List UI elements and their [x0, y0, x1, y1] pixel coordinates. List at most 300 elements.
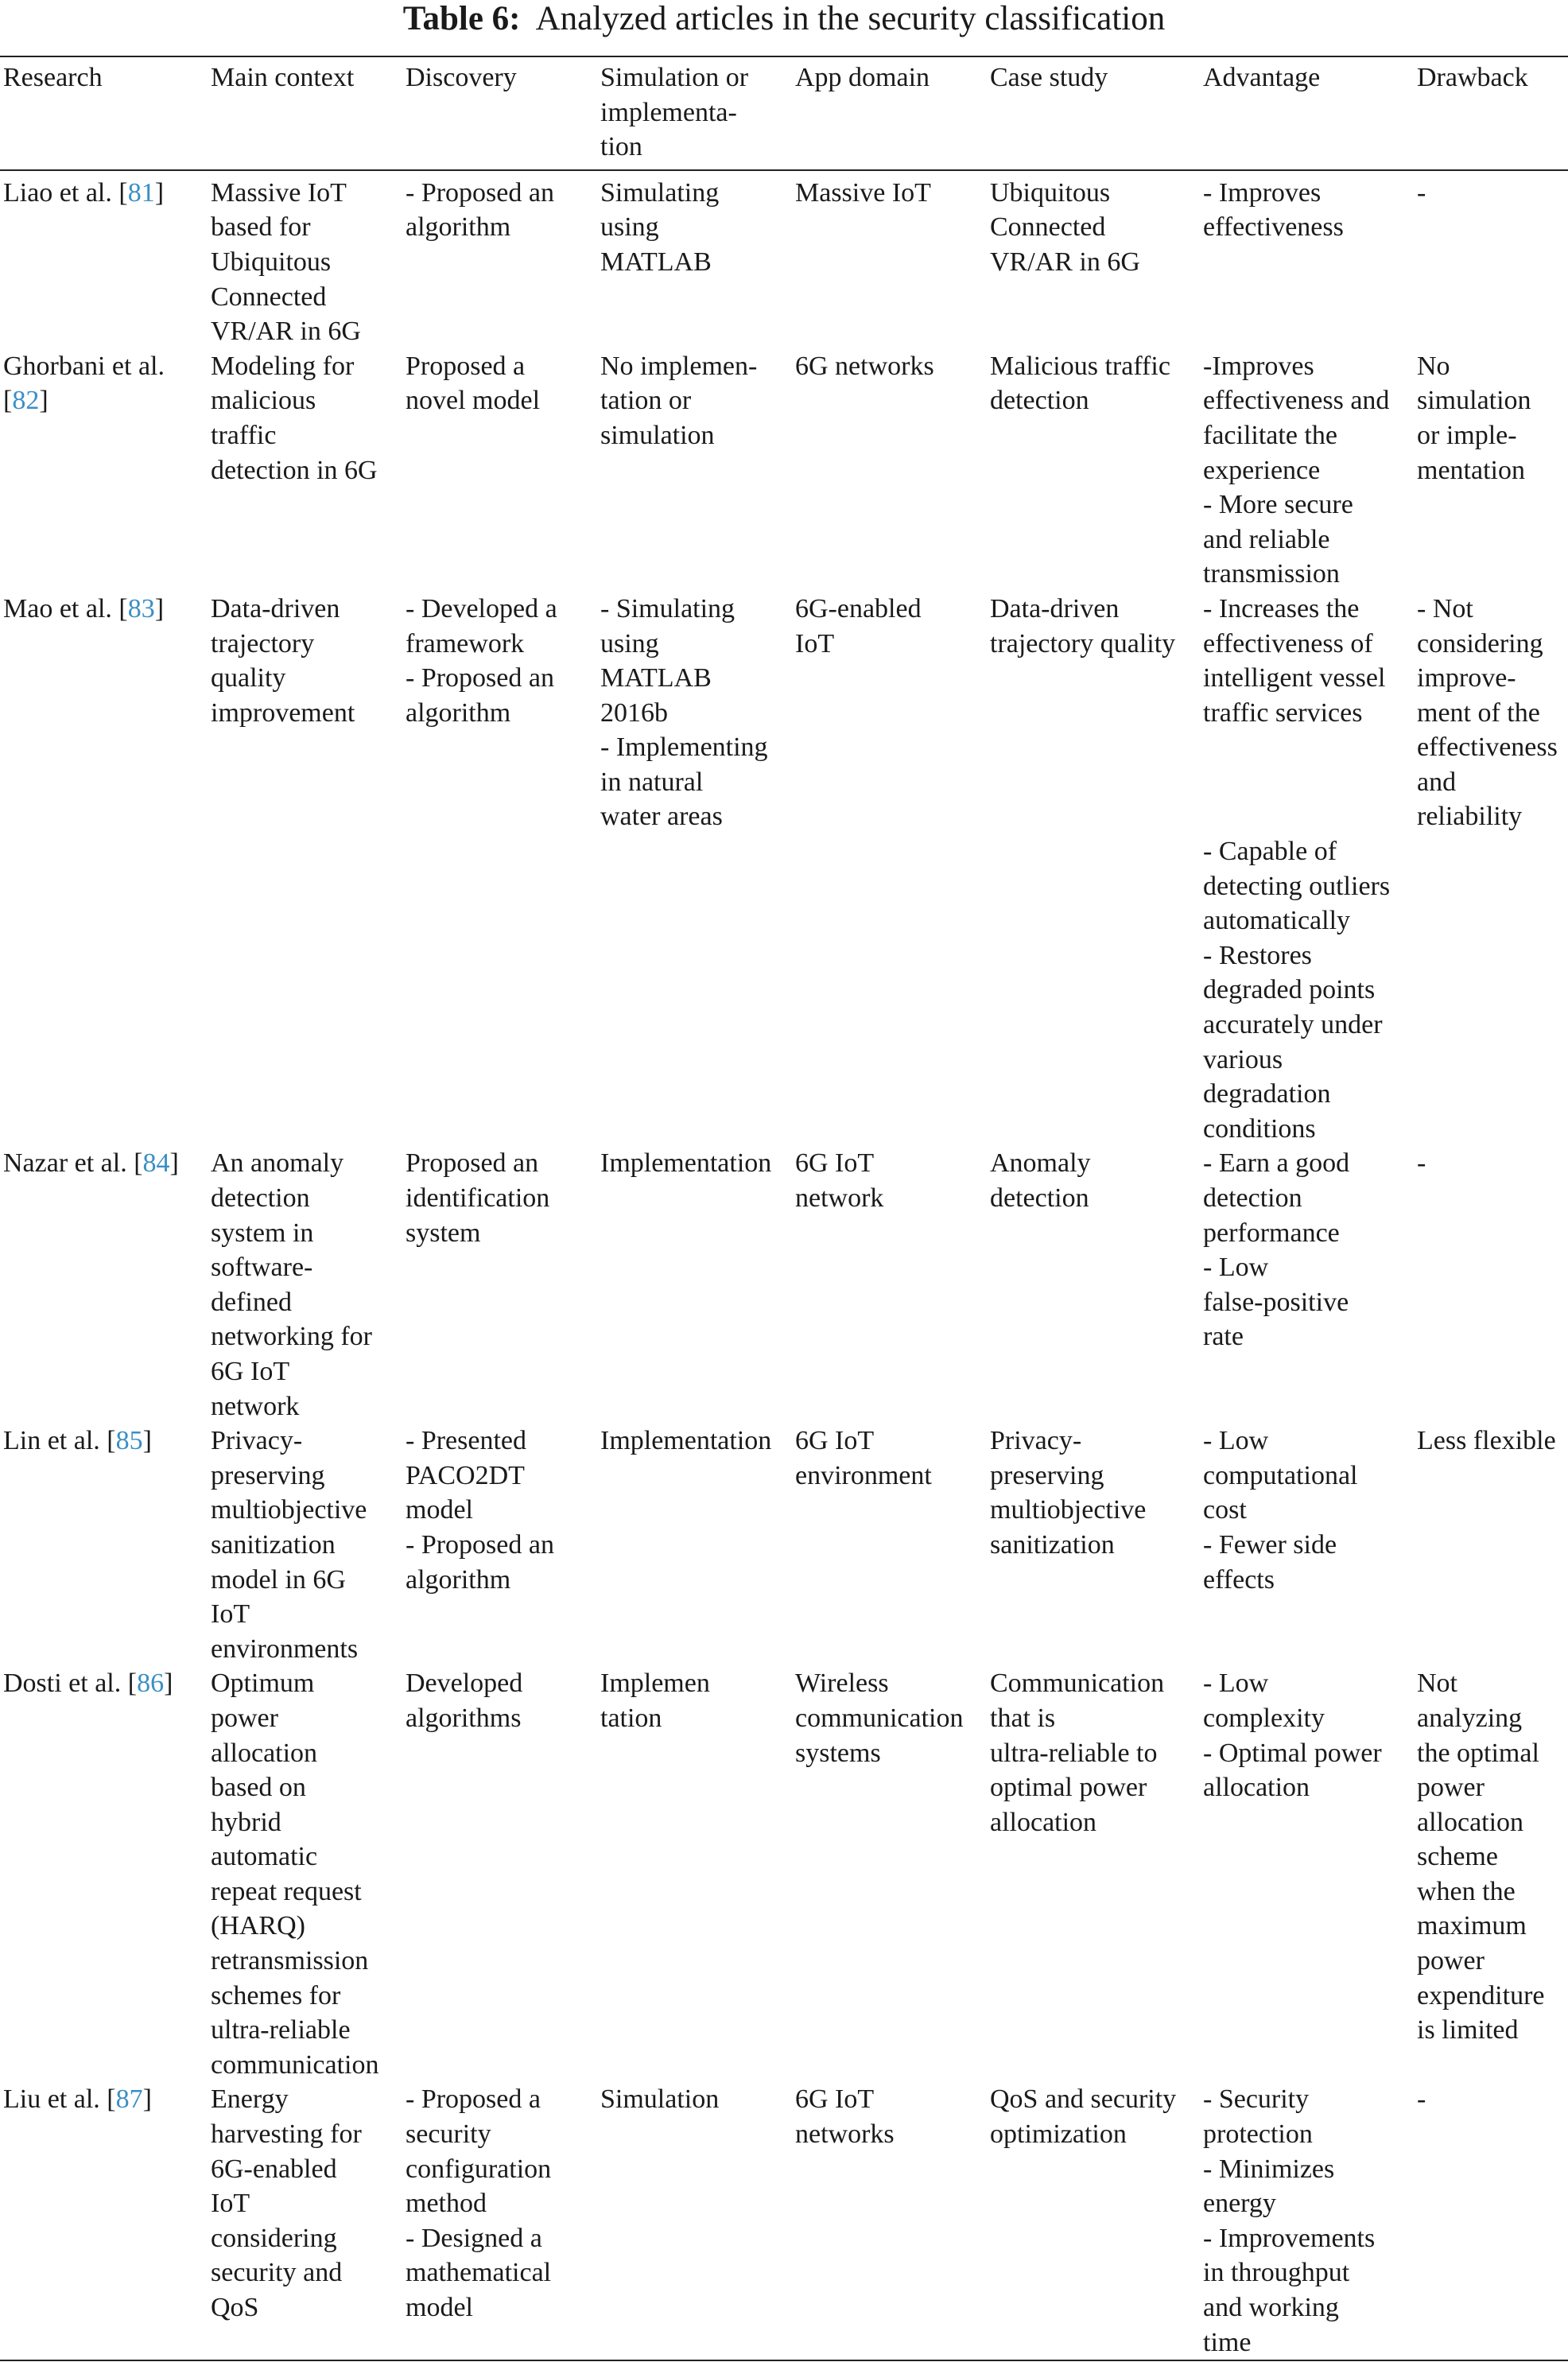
- cell-line: systems: [795, 1738, 881, 1768]
- cell-line: Less flexible: [1417, 1426, 1556, 1456]
- cell-line: degraded points: [1203, 975, 1376, 1005]
- citation-link[interactable]: 83: [127, 593, 155, 624]
- cell-line: Advantage: [1203, 63, 1321, 92]
- citation-link[interactable]: 86: [137, 1669, 165, 1699]
- cell-app-domain: [792, 349, 987, 592]
- table-caption: [0, 0, 1568, 38]
- cell-line: configuration: [406, 2154, 552, 2184]
- cell-research: [0, 2082, 208, 2360]
- cell-line: environment: [795, 1460, 932, 1490]
- cell-line: scheme: [1417, 1842, 1498, 1872]
- cell-line: - Minimizes: [1203, 2154, 1335, 2184]
- cell-line: retransmission: [211, 1946, 369, 1976]
- cell-line: degradation: [1203, 1079, 1331, 1109]
- cell-research: [0, 592, 208, 1147]
- cell-line: Energy: [211, 2084, 289, 2115]
- author-name: Liao et al. [: [3, 177, 128, 208]
- cell-line: energy: [1203, 2189, 1276, 2219]
- cell-line: considering: [1417, 628, 1543, 658]
- cell-line: that is: [990, 1703, 1056, 1733]
- cell-line: when the: [1417, 1876, 1516, 1906]
- cell-case-study: [987, 1424, 1200, 1666]
- cell-line: preserving: [211, 1460, 325, 1490]
- cell-line: algorithm: [406, 697, 511, 728]
- cell-line: effectiveness: [1417, 732, 1558, 763]
- cell-line: simulation: [600, 420, 715, 450]
- cell-line: simulation: [1417, 386, 1531, 416]
- cell-line: based for: [211, 212, 311, 243]
- cell-case-study: [987, 1666, 1200, 2082]
- table-body: [0, 170, 1568, 2360]
- cell-line: communication: [795, 1703, 964, 1733]
- cell-line: trajectory quality: [990, 628, 1176, 658]
- cell-line: sanitization: [211, 1529, 336, 1560]
- cell-line: tion: [600, 132, 642, 162]
- cell-line: time: [1203, 2327, 1252, 2357]
- cell-line: -: [1417, 177, 1426, 208]
- cell-line: Connected: [211, 282, 327, 312]
- cell-line: Not: [1417, 1669, 1457, 1699]
- cell-line: network: [211, 1391, 300, 1421]
- header-main-context: [208, 56, 402, 170]
- cell-line: tation: [600, 1703, 662, 1733]
- cell-discovery: [402, 1146, 597, 1424]
- cell-line: detection in 6G: [211, 455, 378, 485]
- cell-discovery: [402, 1424, 597, 1666]
- cell-simulation-or-implementation: [597, 1424, 792, 1666]
- cell-main-context: [208, 2082, 402, 2360]
- cell-line: Modeling for: [211, 351, 355, 381]
- author-name: Mao et al. [: [3, 593, 128, 624]
- cell-line: mathematical: [406, 2258, 552, 2288]
- cell-line: traffic: [211, 420, 277, 450]
- cell-line: An anomaly: [211, 1148, 344, 1179]
- cell-app-domain: [792, 170, 987, 349]
- cell-line: networks: [795, 2119, 895, 2150]
- cell-line: - More secure: [1203, 490, 1353, 520]
- cell-advantage: [1200, 1146, 1414, 1424]
- cell-line: - Increases the: [1203, 593, 1360, 624]
- cell-drawback: [1414, 1146, 1568, 1424]
- cell-line: Ubiquitous: [211, 247, 332, 277]
- cell-line: automatic: [211, 1842, 318, 1872]
- research-line: [3, 2082, 208, 2117]
- cell-line: Massive IoT: [795, 177, 931, 208]
- cell-line: framework: [406, 628, 525, 658]
- header-advantage: [1200, 56, 1414, 170]
- author-name: Ghorbani et al.: [3, 351, 165, 381]
- cell-line: - Optimal power: [1203, 1738, 1382, 1768]
- header-simulation-or-implementation: [597, 56, 792, 170]
- citation-close: ]: [154, 593, 165, 624]
- cell-line: Massive IoT: [211, 177, 347, 208]
- cell-line: - Developed a: [406, 593, 557, 624]
- cell-line: effectiveness: [1203, 212, 1344, 243]
- cell-line: - Improvements: [1203, 2223, 1376, 2253]
- cell-app-domain: [792, 1424, 987, 1666]
- cell-line: cost: [1203, 1495, 1247, 1525]
- cell-line: Data-driven: [211, 593, 340, 624]
- cell-line: - Designed a: [406, 2223, 542, 2253]
- cell-case-study: [987, 170, 1200, 349]
- table-row: [0, 2082, 1568, 2360]
- cell-advantage: [1200, 170, 1414, 349]
- cell-line: intelligent vessel: [1203, 663, 1386, 693]
- research-line: [3, 176, 208, 211]
- cell-line: (HARQ): [211, 1911, 305, 1941]
- cell-line: trajectory: [211, 628, 315, 658]
- cell-drawback: [1414, 1666, 1568, 2082]
- cell-line: - Improves: [1203, 177, 1322, 208]
- cell-line: transmission: [1203, 559, 1340, 589]
- cell-line: Implementation: [600, 1426, 772, 1456]
- cell-line: 2016b: [600, 697, 668, 728]
- cell-line: system: [406, 1218, 481, 1248]
- table-row: [0, 1666, 1568, 2082]
- cell-drawback: [1414, 170, 1568, 349]
- cell-line: optimization: [990, 2119, 1127, 2150]
- cell-line: mentation: [1417, 455, 1525, 485]
- citation-close: ]: [142, 2084, 152, 2115]
- table-row: [0, 592, 1568, 1147]
- cell-line: Developed: [406, 1669, 523, 1699]
- cell-line: effectiveness and: [1203, 386, 1390, 416]
- cell-line: Proposed a: [406, 351, 526, 381]
- cell-main-context: [208, 592, 402, 1147]
- cell-line: algorithms: [406, 1703, 522, 1733]
- cell-drawback: [1414, 592, 1568, 1147]
- cell-line: 6G IoT: [795, 1426, 875, 1456]
- author-name: Nazar et al. [: [3, 1148, 143, 1179]
- cell-line: allocation: [1203, 1773, 1310, 1803]
- cell-line: 6G IoT: [211, 1356, 290, 1386]
- cell-simulation-or-implementation: [597, 592, 792, 1147]
- cell-drawback: [1414, 349, 1568, 592]
- cell-line: network: [795, 1183, 884, 1213]
- table-label: Table 6:: [402, 0, 521, 37]
- cell-line: - Security: [1203, 2084, 1310, 2115]
- cell-research: [0, 1146, 208, 1424]
- cell-main-context: [208, 1424, 402, 1666]
- cell-line: defined: [211, 1287, 292, 1317]
- cell-line: based on: [211, 1773, 306, 1803]
- cell-line: model in 6G: [211, 1564, 346, 1595]
- cell-line: 6G-enabled: [795, 593, 922, 624]
- cell-line: quality: [211, 663, 286, 693]
- cell-line: traffic services: [1203, 697, 1363, 728]
- cell-line: conditions: [1203, 1113, 1316, 1144]
- cell-main-context: [208, 1666, 402, 2082]
- cell-case-study: [987, 2082, 1200, 2360]
- cell-line: - Presented: [406, 1426, 527, 1456]
- research-line: [3, 1666, 208, 1701]
- cell-line: expenditure: [1417, 1980, 1545, 2010]
- cell-line: - Capable of: [1203, 837, 1337, 867]
- cell-line: ment of the: [1417, 697, 1540, 728]
- citation-link[interactable]: 82: [12, 386, 40, 416]
- cell-line: Research: [3, 63, 103, 92]
- cell-line: method: [406, 2189, 487, 2219]
- cell-line: Privacy-: [211, 1426, 303, 1456]
- cell-line: -Improves: [1203, 351, 1314, 381]
- cell-line: No implemen-: [600, 351, 758, 381]
- cell-main-context: [208, 349, 402, 592]
- header-research: [0, 56, 208, 170]
- cell-line: accurately under: [1203, 1010, 1383, 1040]
- cell-line: improve-: [1417, 663, 1516, 693]
- security-articles-table: [0, 56, 1568, 2361]
- cell-app-domain: [792, 1666, 987, 2082]
- cell-line: PACO2DT: [406, 1460, 525, 1490]
- cell-line: Simulation: [600, 2084, 720, 2115]
- cell-line: Implemen: [600, 1669, 710, 1699]
- cell-line: identification: [406, 1183, 550, 1213]
- cell-line: - Earn a good: [1203, 1148, 1350, 1179]
- table-row: [0, 349, 1568, 592]
- cell-line: Malicious traffic: [990, 351, 1170, 381]
- cell-line: Simulating: [600, 177, 720, 208]
- cell-line: Anomaly: [990, 1148, 1091, 1179]
- cell-main-context: [208, 170, 402, 349]
- cell-line: multiobjective: [990, 1495, 1147, 1525]
- table-header-row: [0, 56, 1568, 170]
- header-drawback: [1414, 56, 1568, 170]
- cell-line: harvesting for: [211, 2119, 362, 2150]
- research-line: [3, 1424, 208, 1459]
- cell-advantage: [1200, 2082, 1414, 2360]
- cell-line: - Fewer side: [1203, 1529, 1337, 1560]
- cell-line: environments: [211, 1634, 359, 1664]
- cell-line: IoT: [211, 1599, 250, 1630]
- table-row: [0, 1146, 1568, 1424]
- cell-discovery: [402, 1666, 597, 2082]
- citation-open: [: [3, 386, 13, 416]
- cell-line: allocation: [990, 1807, 1097, 1837]
- cell-line: Privacy-: [990, 1426, 1082, 1456]
- cell-simulation-or-implementation: [597, 170, 792, 349]
- cell-main-context: [208, 1146, 402, 1424]
- cell-line: security: [406, 2119, 491, 2150]
- cell-line: protection: [1203, 2119, 1313, 2150]
- cell-line: and: [1417, 767, 1457, 797]
- cell-line: Discovery: [406, 63, 517, 92]
- cell-line: -: [1417, 1148, 1426, 1179]
- cell-line: experience: [1203, 455, 1321, 485]
- cell-line: networking for: [211, 1322, 373, 1352]
- table-row: [0, 170, 1568, 349]
- cell-line: detection: [990, 386, 1089, 416]
- cell-line: model: [406, 1495, 473, 1525]
- author-name: Lin et al. [: [3, 1426, 116, 1456]
- table-row: [0, 1424, 1568, 1666]
- cell-research: [0, 1424, 208, 1666]
- author-name: Liu et al. [: [3, 2084, 116, 2115]
- cell-line: Simulation or: [600, 63, 749, 92]
- cell-line: - Low: [1203, 1253, 1269, 1283]
- cell-line: QoS and security: [990, 2084, 1177, 2115]
- cell-line: and reliable: [1203, 524, 1330, 554]
- cell-line: detecting outliers: [1203, 871, 1391, 901]
- cell-line: optimal power: [990, 1773, 1147, 1803]
- cell-case-study: [987, 349, 1200, 592]
- cell-line: Communication: [990, 1669, 1165, 1699]
- cell-line: repeat request: [211, 1876, 362, 1906]
- cell-advantage: [1200, 592, 1414, 1147]
- cell-line: improvement: [211, 697, 355, 728]
- cell-line: - Low: [1203, 1426, 1269, 1456]
- cell-line: power: [1417, 1773, 1485, 1803]
- citation-close: ]: [164, 1669, 173, 1699]
- cell-line: novel model: [406, 386, 541, 416]
- cell-line: VR/AR in 6G: [990, 247, 1140, 277]
- cell-line: - Proposed an: [406, 1529, 554, 1560]
- cell-advantage: [1200, 1424, 1414, 1666]
- cell-line: detection: [211, 1183, 310, 1213]
- cell-line: Optimum: [211, 1669, 315, 1699]
- cell-line: Case study: [990, 63, 1108, 92]
- header-case-study: [987, 56, 1200, 170]
- cell-app-domain: [792, 1146, 987, 1424]
- cell-line: ultra-reliable: [211, 2015, 351, 2045]
- cell-line: algorithm: [406, 212, 511, 243]
- cell-line: IoT: [795, 628, 835, 658]
- cell-line: MATLAB: [600, 663, 712, 693]
- cell-line: false-positive: [1203, 1287, 1349, 1317]
- cell-line: Connected: [990, 212, 1106, 243]
- cell-line: automatically: [1203, 906, 1351, 936]
- cell-discovery: [402, 349, 597, 592]
- cell-line: tation or: [600, 386, 692, 416]
- cell-line: computational: [1203, 1460, 1358, 1490]
- cell-line: - Low: [1203, 1669, 1269, 1699]
- cell-line: maximum: [1417, 1911, 1527, 1941]
- cell-line: - Proposed an: [406, 177, 554, 208]
- cell-line: 6G-enabled: [211, 2154, 337, 2184]
- cell-line: analyzing: [1417, 1703, 1523, 1733]
- cell-advantage: [1200, 1666, 1414, 2082]
- cell-line: No: [1417, 351, 1450, 381]
- cell-line: reliability: [1417, 802, 1523, 832]
- table-title: Analyzed articles in the security classification: [535, 0, 1166, 37]
- cell-line: system in: [211, 1218, 314, 1248]
- cell-line: -: [1417, 2084, 1426, 2115]
- cell-line: software-: [211, 1253, 313, 1283]
- cell-line: - Simulating: [600, 593, 735, 624]
- cell-research: [0, 1666, 208, 2082]
- cell-app-domain: [792, 592, 987, 1147]
- cell-line: complexity: [1203, 1703, 1325, 1733]
- cell-line: in throughput: [1203, 2258, 1350, 2288]
- cell-drawback: [1414, 2082, 1568, 2360]
- cell-line: Main context: [211, 63, 355, 92]
- cell-line: Data-driven: [990, 593, 1120, 624]
- cell-line: malicious: [211, 386, 316, 416]
- cell-line: communication: [211, 2049, 379, 2080]
- cell-line: power: [211, 1703, 278, 1733]
- cell-line: - Restores: [1203, 940, 1312, 970]
- citation-link[interactable]: 84: [142, 1148, 170, 1179]
- cell-line: 6G IoT: [795, 1148, 875, 1179]
- cell-line: power: [1417, 1946, 1485, 1976]
- citation-close: ]: [142, 1426, 152, 1456]
- cell-line: water areas: [600, 802, 723, 832]
- cell-line: implementa-: [600, 97, 737, 127]
- cell-line: model: [406, 2293, 473, 2322]
- cell-case-study: [987, 1146, 1200, 1424]
- cell-line: hybrid: [211, 1807, 281, 1837]
- header-app-domain: [792, 56, 987, 170]
- cell-line: 6G networks: [795, 351, 934, 381]
- cell-line: effectiveness of: [1203, 628, 1373, 658]
- cell-line: 6G IoT: [795, 2084, 875, 2115]
- research-line: [3, 349, 208, 384]
- cell-line: considering: [211, 2223, 337, 2253]
- cell-line: allocation: [211, 1738, 318, 1768]
- cell-line: rate: [1203, 1322, 1244, 1352]
- cell-line: facilitate the: [1203, 420, 1337, 450]
- cell-line: multiobjective: [211, 1495, 367, 1525]
- cell-drawback: [1414, 1424, 1568, 1666]
- cell-line: or imple-: [1417, 420, 1517, 450]
- cell-line: security and: [211, 2258, 343, 2288]
- cell-simulation-or-implementation: [597, 1666, 792, 2082]
- cell-line: - Not: [1417, 593, 1473, 624]
- citation-link[interactable]: 81: [127, 177, 155, 208]
- cell-line: App domain: [795, 63, 930, 92]
- cell-line: Drawback: [1417, 63, 1528, 92]
- research-line: [3, 383, 208, 418]
- cell-case-study: [987, 592, 1200, 1147]
- cell-line: ultra-reliable to: [990, 1738, 1158, 1768]
- research-line: [3, 592, 208, 627]
- cell-line: [1203, 799, 1414, 834]
- cell-line: effects: [1203, 1564, 1275, 1595]
- cell-line: performance: [1203, 1218, 1340, 1248]
- header-discovery: [402, 56, 597, 170]
- cell-advantage: [1200, 349, 1414, 592]
- cell-line: MATLAB: [600, 247, 712, 277]
- cell-line: the optimal: [1417, 1738, 1539, 1768]
- cell-line: is limited: [1417, 2015, 1519, 2045]
- cell-line: QoS: [211, 2293, 259, 2322]
- cell-line: various: [1203, 1044, 1283, 1074]
- citation-close: ]: [169, 1148, 179, 1179]
- cell-line: Ubiquitous: [990, 177, 1111, 208]
- cell-line: IoT: [211, 2189, 250, 2219]
- cell-line: Proposed an: [406, 1148, 539, 1179]
- cell-line: - Proposed an: [406, 663, 554, 693]
- cell-discovery: [402, 2082, 597, 2360]
- cell-line: algorithm: [406, 1564, 511, 1595]
- cell-line: in natural: [600, 767, 704, 797]
- cell-line: and working: [1203, 2293, 1339, 2322]
- cell-discovery: [402, 592, 597, 1147]
- cell-line: [1203, 730, 1414, 765]
- cell-research: [0, 170, 208, 349]
- cell-line: allocation: [1417, 1807, 1524, 1837]
- cell-line: sanitization: [990, 1529, 1115, 1560]
- author-name: Dosti et al. [: [3, 1669, 138, 1699]
- cell-line: schemes for: [211, 1980, 341, 2010]
- cell-simulation-or-implementation: [597, 1146, 792, 1424]
- cell-discovery: [402, 170, 597, 349]
- citation-link[interactable]: 87: [115, 2084, 143, 2115]
- cell-line: - Proposed a: [406, 2084, 541, 2115]
- cell-line: preserving: [990, 1460, 1104, 1490]
- citation-close: ]: [39, 386, 49, 416]
- cell-line: [1203, 765, 1414, 800]
- citation-link[interactable]: 85: [115, 1426, 143, 1456]
